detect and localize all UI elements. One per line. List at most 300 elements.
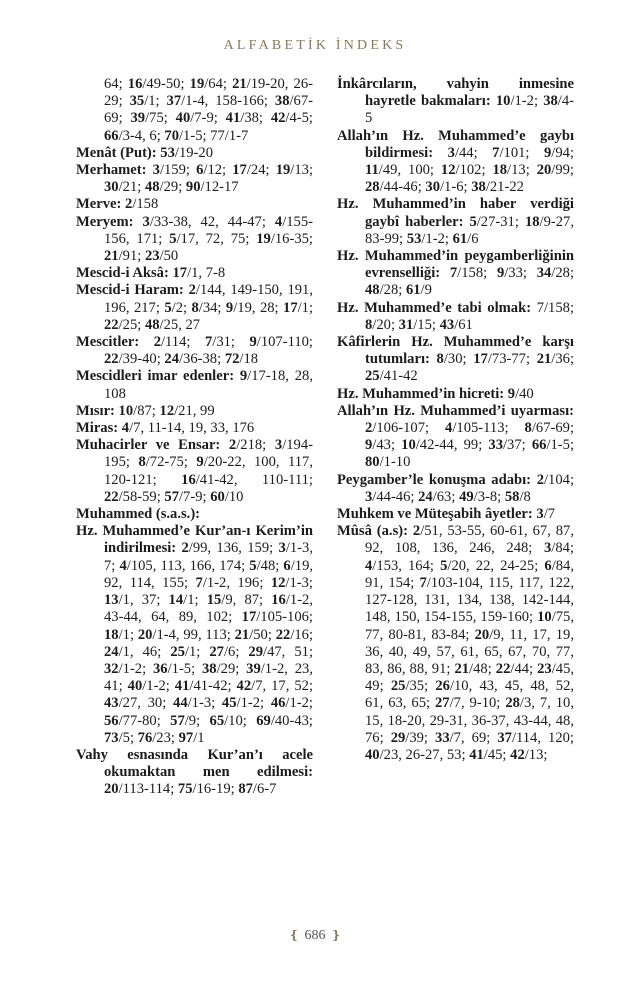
entry-term: 28 [365, 179, 380, 196]
entry-refs: /75; [145, 110, 176, 127]
index-entry [337, 196, 574, 248]
entry-term: 42 [236, 678, 252, 695]
entry-term: 3 [544, 540, 552, 557]
entry-refs: /107-110; [256, 334, 313, 351]
entry-refs: /1-2; [285, 695, 313, 712]
entry-refs: /101; [499, 144, 544, 161]
entry-refs: /40-43; [270, 712, 313, 729]
index-entry [76, 76, 313, 145]
entry-refs: /42-44, 99; [415, 437, 489, 454]
entry-refs: /4-5; [285, 110, 313, 127]
entry-term: 48 [144, 316, 160, 333]
entry-term: 22 [495, 660, 511, 677]
entry-refs: /25, 27 [159, 316, 201, 333]
entry-term: 17 [232, 162, 247, 179]
page-footer [0, 928, 630, 944]
entry-term: 57 [170, 712, 185, 729]
index-entry [76, 282, 313, 334]
entry-refs: /23; [152, 729, 179, 746]
entry-refs: /7-9; [179, 488, 211, 505]
entry-refs: 64; [104, 76, 128, 92]
index-entry [76, 162, 313, 196]
index-entry [76, 523, 313, 747]
entry-term: 69 [256, 712, 271, 729]
entry-term: 20 [474, 626, 490, 643]
entry-term: 5 [169, 230, 177, 247]
entry-refs: /94; [551, 144, 574, 161]
entry-term: 23 [537, 660, 552, 677]
entry-term: Mescid-i Aksâ: 17 [76, 265, 188, 282]
entry-term: 29 [248, 643, 264, 660]
entry-refs: /114; [161, 334, 205, 351]
entry-refs: /1-2; [421, 230, 453, 247]
entry-term: 2 [536, 471, 544, 488]
entry-term: 4 [119, 557, 127, 574]
entry-refs: /1-2; [236, 695, 271, 712]
entry-refs: /9, 87; [221, 592, 272, 609]
entry-refs: /158 [132, 196, 159, 213]
entry-term: 19 [275, 162, 291, 179]
entry-refs: /43; [372, 437, 402, 454]
page-number: 686 [304, 928, 326, 943]
entry-refs: /1-3; [187, 695, 222, 712]
entry-term: Muhammed (s.a.s.): [76, 506, 201, 523]
entry-refs: /45; [483, 746, 511, 763]
entry-term: 60 [210, 488, 225, 505]
entry-refs: /51, 53-55, 60-61, 67, 87, 92, 108, 136, 246, 248; [365, 523, 574, 557]
index-column-left [76, 76, 313, 799]
entry-term: 7 [419, 574, 427, 591]
entry-refs: /36; [551, 351, 574, 368]
entry-refs: /7, 17, 52; [251, 678, 314, 695]
entry-refs: /12; [203, 162, 233, 179]
entry-term: 33 [488, 437, 503, 454]
entry-term: 10 [537, 609, 552, 626]
entry-refs: /3-4, 6; [118, 127, 165, 144]
entry-refs: /19-20 [174, 144, 213, 161]
entry-refs: /77-80; [118, 712, 171, 729]
entry-refs: /144, 149-150, 191, 196, 217; [104, 282, 313, 316]
entry-term: 58 [504, 488, 520, 505]
entry-term: 3 [274, 437, 283, 454]
entry-term: 43 [439, 316, 455, 333]
entry-term: 27 [435, 695, 450, 712]
entry-term: Peygamber’le konuşma adabı: [337, 471, 537, 488]
entry-term: 46 [270, 695, 286, 712]
entry-term: 5 [440, 557, 448, 574]
entry-term: 32 [104, 660, 119, 677]
entry-term: Vahy esnasında Kur’an’ı acele okumaktan men edilmesi: 20 [76, 746, 313, 798]
entry-term: 16 [181, 471, 196, 488]
entry-term: 24 [418, 488, 433, 505]
entry-term: 4 [445, 420, 453, 437]
index-entry [337, 386, 574, 403]
entry-term: Muhkem ve Müteşabih âyetler: 3 [337, 506, 544, 523]
entry-term: 16 [271, 592, 286, 609]
entry-refs: /21, 99 [174, 402, 215, 419]
entry-term: 7 [204, 334, 213, 351]
entry-term: 15 [206, 592, 222, 609]
entry-term: 73 [104, 729, 119, 746]
entry-refs: /15; [413, 316, 440, 333]
ornament-right-icon: ❵ [331, 928, 342, 942]
entry-refs: /72-75; [145, 454, 197, 471]
entry-term: 26 [435, 678, 450, 695]
entry-term: 36 [153, 660, 168, 677]
entry-refs: /67-69; [104, 93, 313, 127]
entry-term: 4 [365, 557, 373, 574]
entry-refs: /17-18, 28, 108 [104, 368, 313, 402]
entry-refs: /1 [193, 729, 205, 746]
entry-refs: /8 [519, 488, 531, 505]
entry-refs: /1-4, 99, 113; [152, 626, 235, 643]
entry-term: Mescid-i Haram: 2 [76, 282, 196, 299]
entry-term: Hz. Muhammed’e tabi olmak: [337, 299, 537, 316]
entry-term: 39 [130, 110, 146, 127]
entry-term: 21 [234, 626, 250, 643]
entry-refs: /84; [551, 540, 574, 557]
entry-refs: /1-2; [142, 678, 175, 695]
entry-term: 10 [401, 437, 416, 454]
entry-term: Hz. Muhammed’in haber verdiği gaybî haberler: 5 [337, 196, 574, 230]
entry-term: 5 [249, 557, 257, 574]
entry-refs: /10 [224, 488, 244, 505]
entry-term: 80 [365, 454, 380, 471]
entry-term: 6 [544, 557, 552, 574]
entry-term: 43 [104, 695, 119, 712]
entry-refs: /7, 11-14, 19, 33, 176 [129, 420, 255, 437]
entry-term: 9 [196, 454, 204, 471]
entry-term: Kâfirlerin Hz. Muhammed’e karşı tutumları: 8 [337, 334, 574, 368]
entry-refs: /18 [239, 351, 259, 368]
entry-refs: /1; [183, 592, 207, 609]
entry-term: 14 [168, 592, 184, 609]
entry-refs: /13; [507, 162, 537, 179]
entry-term: 22 [104, 488, 119, 505]
entry-term: Mescitler: 2 [76, 334, 161, 351]
index-entry [337, 76, 574, 128]
entry-refs: /29; [216, 660, 247, 677]
entry-refs: /159; [159, 162, 197, 179]
entry-term: 42 [510, 746, 525, 763]
index-entry [337, 300, 574, 334]
entry-term: 39 [246, 660, 261, 677]
entry-refs: 7/158; [536, 299, 574, 316]
entry-term: 18 [524, 213, 540, 230]
entry-refs: /3-8; [473, 488, 505, 505]
entry-refs: /218; [236, 437, 275, 454]
index-entry [76, 368, 313, 402]
entry-refs: /106-107; [372, 420, 446, 437]
entry-refs: /155-156, 171; [104, 213, 313, 247]
entry-refs: /30; [443, 351, 474, 368]
entry-refs: /33; [504, 265, 537, 282]
entry-term: Meryem: 3 [76, 213, 150, 230]
entry-refs: /9, 11, 17, 19, 36, 40, 49, 57, 61, 65, 67, 70, 77, 83, 86, 88, 91; [365, 626, 574, 677]
index-entry [76, 214, 313, 266]
entry-term: 19 [256, 230, 271, 247]
entry-refs: /102; [455, 162, 493, 179]
entry-refs: /5; [118, 729, 138, 746]
entry-refs: /103-104, 115, 117, 122, 127-128, 131, 134, 138, 142-144, 148, 150, 154-155, 159-160; [365, 574, 575, 626]
entry-refs: /99; [551, 162, 574, 179]
entry-refs: /6-7 [252, 781, 277, 798]
entry-term: 40 [175, 110, 191, 127]
entry-term: 3 [278, 540, 286, 557]
entry-term: 17 [283, 299, 298, 316]
entry-refs: /1; [118, 626, 138, 643]
entry-refs: /84, 91, 154; [365, 557, 574, 591]
entry-term: 8 [138, 454, 146, 471]
index-entry [76, 265, 313, 282]
entry-refs: /91; [118, 248, 145, 265]
index-entry [76, 196, 313, 213]
entry-term: 18 [104, 626, 119, 643]
entry-term: 9 [365, 437, 373, 454]
entry-term: 30 [104, 179, 119, 196]
entry-refs: /19, 92, 114, 155; [104, 557, 314, 591]
index-entry [76, 506, 313, 523]
entry-refs: /2; [171, 299, 192, 316]
entry-refs: /34; [198, 299, 226, 316]
entry-term: 4 [274, 213, 283, 230]
entry-refs: /1-2, 23, 41; [104, 660, 313, 695]
entry-refs: /4-5 [365, 93, 574, 127]
entry-term: 97 [178, 729, 194, 746]
entry-refs: /48; [256, 557, 284, 574]
entry-term: 3 [365, 488, 373, 505]
entry-refs: /10, 43, 45, 48, 52, 61, 63, 65; [365, 678, 575, 712]
entry-refs: /27-31; [476, 213, 525, 230]
entry-refs: /1-2; [118, 660, 153, 677]
entry-refs: /16-35; [270, 230, 313, 247]
entry-term: 44 [173, 695, 188, 712]
index-entry [76, 334, 313, 368]
entry-refs: /20; [372, 316, 399, 333]
entry-refs: /44; [454, 144, 493, 161]
entry-refs: /104; [544, 471, 574, 488]
entry-refs: /49, 100; [378, 162, 441, 179]
index-entry [337, 472, 574, 506]
entry-term: 8 [191, 299, 199, 316]
entry-term: 9 [496, 265, 505, 282]
entry-refs: /6 [467, 230, 479, 247]
entry-refs: /9; [184, 712, 210, 729]
entry-term: 45 [221, 695, 237, 712]
entry-refs: /1, 46; [118, 643, 171, 660]
entry-term: 65 [209, 712, 225, 729]
entry-term: 8 [365, 316, 373, 333]
entry-term: 22 [104, 351, 119, 368]
index-entry [337, 403, 574, 472]
entry-refs: /7, 69; [449, 729, 498, 746]
entry-term: 37 [497, 729, 512, 746]
entry-term: Mûsâ (a.s): 2 [337, 523, 421, 540]
entry-term: 66 [104, 127, 119, 144]
entry-term: 53 [406, 230, 422, 247]
entry-term: 18 [492, 162, 508, 179]
entry-term: 35 [129, 93, 145, 110]
entry-refs: /7 [543, 506, 556, 523]
entry-refs: /38; [240, 110, 271, 127]
entry-term: 9 [544, 144, 552, 161]
entry-refs: /9 [420, 282, 432, 299]
entry-refs: /31; [212, 334, 250, 351]
entry-refs: /39; [405, 729, 436, 746]
entry-term: 41 [174, 678, 190, 695]
entry-term: 72 [224, 351, 240, 368]
entry-refs: /1; [144, 93, 167, 110]
entry-refs: /9-27, 83-99; [365, 213, 574, 247]
entry-refs: /41-42 [379, 368, 418, 385]
entry-term: 57 [164, 488, 179, 505]
entry-refs: /33-38, 42, 44-47; [149, 213, 275, 230]
index-entry [76, 145, 313, 162]
entry-refs: /35; [405, 678, 436, 695]
entry-term: 21 [232, 76, 247, 92]
index-entry [76, 437, 313, 506]
entry-refs: /19-20, 26-29; [104, 76, 313, 110]
entry-term: 61 [405, 282, 421, 299]
entry-term: 75 [177, 781, 193, 798]
entry-refs: /153, 164; [372, 557, 441, 574]
entry-refs: /7, 9-10; [449, 695, 506, 712]
entry-refs: /40 [515, 385, 534, 402]
entry-refs: /29; [159, 179, 186, 196]
entry-term: 28 [505, 695, 520, 712]
index-entry [337, 506, 574, 523]
entry-term: Mescidleri imar edenler: 9 [76, 368, 248, 385]
entry-term: 41 [469, 746, 484, 763]
entry-refs: /58-59; [118, 488, 165, 505]
entry-refs: /6; [223, 643, 249, 660]
entry-term: 34 [536, 265, 552, 282]
entry-term: 66 [531, 437, 547, 454]
entry-term: 7 [195, 574, 203, 591]
entry-refs: /105-106; [256, 609, 313, 626]
entry-refs: /36-38; [179, 351, 225, 368]
entry-refs: /50; [249, 626, 276, 643]
entry-term: 13 [104, 592, 119, 609]
entry-refs: /41-42; [189, 678, 237, 695]
entry-term: Hz. Muhammed’in peygamberliğinin evrenselliği: 7 [337, 248, 574, 282]
entry-term: 87 [238, 781, 253, 798]
entry-refs: /1-2, 196; [202, 574, 271, 591]
entry-refs: /1; [297, 299, 314, 316]
entry-term: 5 [164, 299, 172, 316]
entry-term: Allah’ın Hz. Muhammed’i uyarması: 2 [337, 402, 574, 437]
entry-term: 9 [249, 334, 257, 351]
entry-refs: /87; [133, 402, 160, 419]
entry-term: Merhamet: 3 [76, 162, 160, 179]
entry-term: 11 [365, 162, 379, 179]
entry-term: 25 [365, 368, 380, 385]
entry-term: 8 [524, 420, 532, 437]
entry-term: 56 [104, 712, 119, 729]
entry-term: 24 [104, 643, 119, 660]
entry-term: 41 [225, 110, 241, 127]
entry-refs: /17, 72, 75; [176, 230, 257, 247]
entry-refs: /21-22 [485, 179, 524, 196]
index-entry [76, 403, 313, 420]
entry-refs: /105-113; [452, 420, 525, 437]
entry-term: 90 [185, 179, 201, 196]
entry-term: 20 [137, 626, 153, 643]
entry-refs: /114, 120; [511, 729, 574, 746]
entry-refs: /23, 26-27, 53; [379, 746, 470, 763]
entry-refs: /28; [551, 265, 574, 282]
entry-refs: /1, 37; [118, 592, 169, 609]
entry-term: 20 [536, 162, 552, 179]
entry-term: 24 [164, 351, 179, 368]
entry-refs: /47, 51; [263, 643, 313, 660]
entry-refs: /25; [118, 316, 145, 333]
entry-term: 16 [127, 76, 143, 92]
entry-term: 22 [275, 626, 291, 643]
entry-term: 12 [440, 162, 456, 179]
entry-term: 33 [435, 729, 450, 746]
entry-refs: /1-6; [440, 179, 472, 196]
index-entry [337, 128, 574, 197]
entry-refs: /1-3, 7; [104, 540, 313, 574]
entry-refs: /16-19; [192, 781, 239, 798]
entry-term: 6 [196, 162, 204, 179]
entry-refs: /16; [290, 626, 314, 643]
entry-refs: /21; [118, 179, 145, 196]
entry-term: 25 [170, 643, 185, 660]
entry-refs: /49-50; [142, 76, 190, 92]
entry-refs: /27, 30; [118, 695, 174, 712]
entry-term: 70 [164, 127, 179, 144]
entry-refs: /44; [510, 660, 538, 677]
index-entry [337, 523, 574, 764]
index-entry [337, 248, 574, 300]
entry-refs: /1; [184, 643, 210, 660]
entry-refs: /44-46; [379, 179, 426, 196]
entry-term: 7 [492, 144, 500, 161]
entry-refs: /41-42, 110-111; [195, 471, 313, 488]
entry-refs: /48; [469, 660, 496, 677]
entry-refs: /1-3; [285, 574, 313, 591]
entry-refs: /1-5; [546, 437, 575, 454]
entry-refs: /1-4, 158-166; [181, 93, 275, 110]
entry-term: 49 [459, 488, 474, 505]
entry-term: 40 [127, 678, 143, 695]
entry-term: Menât (Put): 53 [76, 144, 175, 161]
entry-term: Merve: 2 [76, 196, 133, 213]
entry-term: 37 [166, 93, 182, 110]
entry-term: 38 [471, 179, 486, 196]
entry-term: İnkârcıların, vahyin inmesine hayretle bakmaları: 10 [337, 76, 574, 110]
entry-refs: /45, 49; [365, 660, 575, 695]
entry-term: 12 [270, 574, 286, 591]
entry-refs: /99, 136, 159; [188, 540, 279, 557]
entry-term: 42 [270, 110, 286, 127]
entry-refs: /3, 7, 10, 15, 18-20, 29-31, 36-37, 43-44, 48, 76; [365, 695, 575, 746]
entry-refs: /1-2, 43-44, 64, 89, 102; [104, 592, 314, 626]
entry-term: 76 [137, 729, 153, 746]
entry-term: 25 [390, 678, 406, 695]
entry-term: 38 [543, 93, 558, 110]
entry-term: 48 [144, 179, 160, 196]
entry-term: Hz. Muhammed’in hicreti: 9 [337, 385, 516, 402]
entry-refs: /63; [432, 488, 460, 505]
entry-refs: /64; [204, 76, 233, 92]
entry-term: 38 [274, 93, 290, 110]
entry-term: 21 [104, 248, 119, 265]
entry-term: 48 [365, 282, 380, 299]
entry-term: 30 [425, 179, 440, 196]
